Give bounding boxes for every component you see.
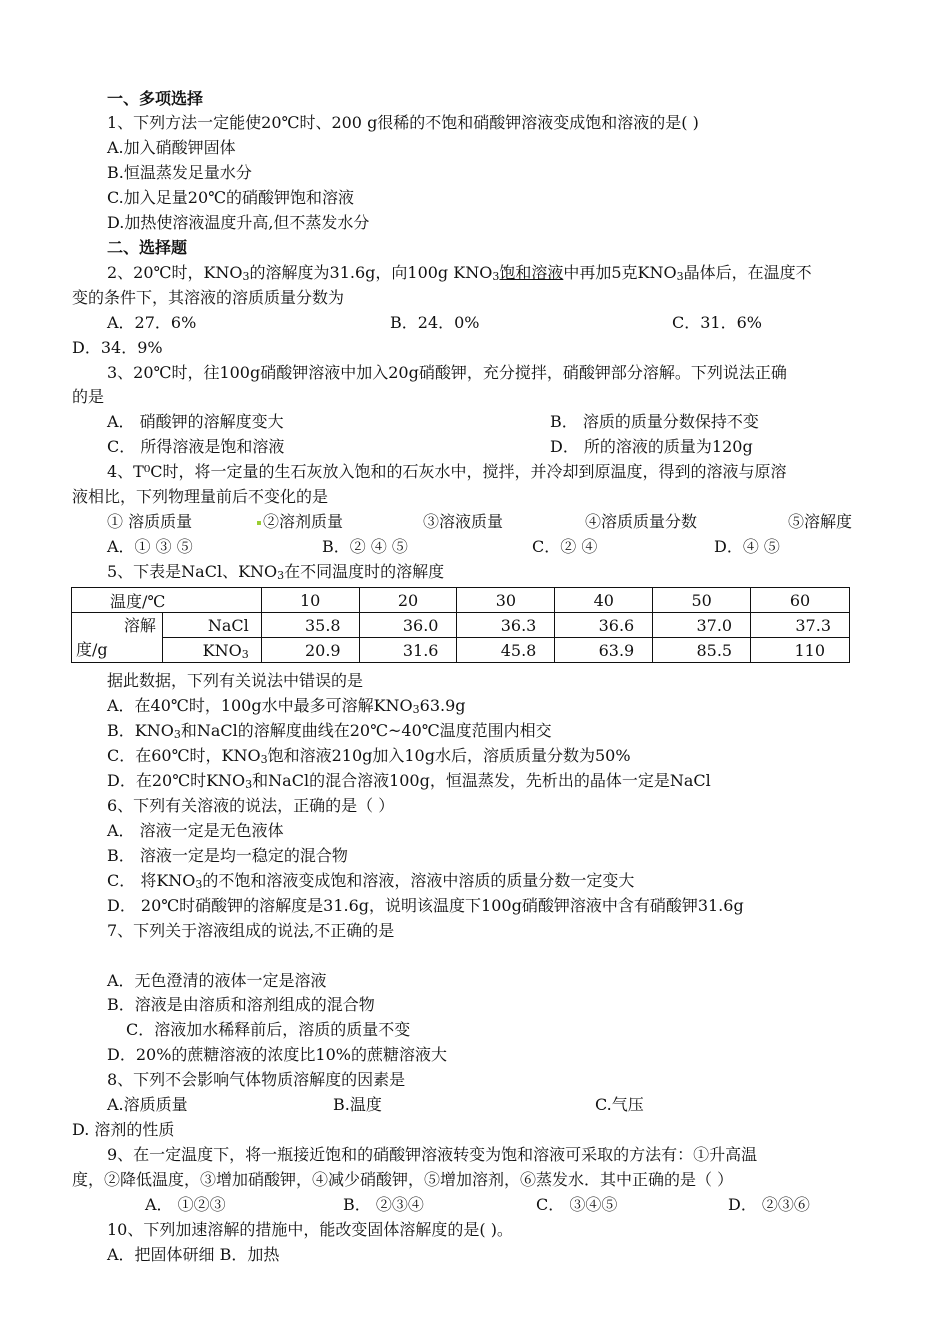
question-4-option-c: C．② ④ bbox=[532, 537, 598, 556]
question-10-options: A．把固体研细 B．加热 bbox=[107, 1245, 280, 1264]
section-title-choice: 二、选择题 bbox=[107, 238, 188, 257]
table-header-temp: 温度/℃ bbox=[72, 588, 262, 613]
question-5-option-c: C．在60℃时，$KNO_3$饱和溶液210g加入10g水后，溶质质量分数为50% bbox=[107, 746, 631, 766]
section-title-multiple-choice: 一、多项选择 bbox=[107, 89, 204, 108]
question-1-option-a: A.加入硝酸钾固体 bbox=[107, 138, 236, 157]
marker-dot-icon bbox=[257, 521, 261, 525]
question-8-option-c: C.气压 bbox=[595, 1095, 644, 1114]
question-6-option-a: A． 溶液一定是无色液体 bbox=[107, 821, 284, 840]
question-6-option-c: C． 将$KNO_3$的不饱和溶液变成饱和溶液，溶液中溶质的质量分数一定变大 bbox=[107, 871, 635, 891]
table-row bbox=[72, 638, 850, 663]
question-5-line-1: 5、下表是NaCl、$KNO_3$在不同温度时的溶解度 bbox=[107, 562, 445, 582]
question-5-option-d: D．在20℃时$KNO_3$和NaCl的混合溶液100g，恒温蒸发，先析出的晶体一定是NaCl bbox=[107, 771, 711, 791]
table-cell: 110 bbox=[751, 638, 850, 663]
question-4-item-4: ④溶质质量分数 bbox=[585, 512, 698, 531]
question-8-option-d: D. 溶剂的性质 bbox=[72, 1120, 175, 1139]
table-cell: 85.5 bbox=[653, 638, 751, 663]
question-1-stem: 1、下列方法一定能使20℃时、200 g很稀的不饱和硝酸钾溶液变成饱和溶液的是( ) bbox=[107, 113, 699, 132]
question-2-line-2: 变的条件下，其溶液的溶质质量分数为 bbox=[72, 288, 345, 307]
question-9-line-1: 9、在一定温度下，将一瓶接近饱和的硝酸钾溶液转变为饱和溶液可采取的方法有：①升高温 bbox=[107, 1145, 758, 1164]
question-2-option-b: B．24．0% bbox=[390, 313, 480, 332]
table-cell: 37.3 bbox=[751, 613, 850, 638]
question-6-option-b: B． 溶液一定是均一稳定的混合物 bbox=[107, 846, 348, 865]
question-10-stem: 10、下列加速溶解的措施中，能改变固体溶解度的是( )。 bbox=[107, 1220, 513, 1239]
table-cell: 36.3 bbox=[457, 613, 555, 638]
question-2-option-c: C．31．6% bbox=[672, 313, 762, 332]
question-9-option-c: C． ③④⑤ bbox=[536, 1195, 618, 1214]
question-2-option-a: A．27．6% bbox=[107, 313, 197, 332]
question-6-option-d: D． 20℃时硝酸钾的溶解度是31.6g，说明该温度下100g硝酸钾溶液中含有硝酸钾31.6g bbox=[107, 896, 744, 915]
question-3-option-a: A． 硝酸钾的溶解度变大 bbox=[107, 412, 284, 431]
question-9-option-a: A． ①②③ bbox=[145, 1195, 226, 1214]
question-1-option-b: B.恒温蒸发足量水分 bbox=[107, 163, 252, 182]
table-header-cell: 40 bbox=[555, 588, 653, 613]
table-header-cell: 30 bbox=[457, 588, 555, 613]
question-9-option-d: D． ②③⑥ bbox=[728, 1195, 810, 1214]
question-7-option-d: D．20%的蔗糖溶液的浓度比10%的蔗糖溶液大 bbox=[107, 1045, 447, 1064]
question-3-option-c: C． 所得溶液是饱和溶液 bbox=[107, 437, 285, 456]
question-8-option-b: B.温度 bbox=[333, 1095, 382, 1114]
table-cell: 37.0 bbox=[653, 613, 751, 638]
table-header-cell: 60 bbox=[751, 588, 850, 613]
table-row-label-solubility: 溶解 度/g bbox=[72, 613, 163, 663]
table-row bbox=[72, 613, 850, 638]
question-8-stem: 8、下列不会影响气体物质溶解度的因素是 bbox=[107, 1070, 406, 1089]
question-2-option-d: D．34．9% bbox=[72, 338, 163, 357]
question-4-option-a: A．① ③ ⑤ bbox=[107, 537, 193, 556]
table-cell: 63.9 bbox=[555, 638, 653, 663]
question-1-option-c: C.加入足量20℃的硝酸钾饱和溶液 bbox=[107, 188, 355, 207]
table-cell: 36.6 bbox=[555, 613, 653, 638]
question-4-option-d: D．④ ⑤ bbox=[714, 537, 780, 556]
question-7-stem: 7、下列关于溶液组成的说法,不正确的是 bbox=[107, 921, 395, 940]
question-1-option-d: D.加热使溶液温度升高,但不蒸发水分 bbox=[107, 213, 370, 232]
table-cell: 36.0 bbox=[359, 613, 457, 638]
question-4-option-b: B．② ④ ⑤ bbox=[322, 537, 408, 556]
table-row-label-kno3: $KNO_3$ bbox=[162, 638, 261, 663]
question-4-item-2: ②溶剂质量 bbox=[257, 511, 343, 533]
question-8-option-a: A.溶质质量 bbox=[107, 1095, 188, 1114]
question-4-line-1: 4、T⁰C时，将一定量的生石灰放入饱和的石灰水中，搅拌，并冷却到原温度，得到的溶液与原溶 bbox=[107, 462, 787, 481]
question-5-option-b: B．$KNO_3$和NaCl的溶解度曲线在20℃~40℃温度范围内相交 bbox=[107, 721, 552, 741]
question-3-option-d: D． 所的溶液的质量为120g bbox=[550, 437, 753, 456]
table-cell: 45.8 bbox=[457, 638, 555, 663]
question-4-item-5: ⑤溶解度 bbox=[788, 512, 853, 531]
table-header-cell: 50 bbox=[653, 588, 751, 613]
table-cell: 20.9 bbox=[261, 638, 359, 663]
question-3-option-b: B． 溶质的质量分数保持不变 bbox=[550, 412, 759, 431]
question-4-item-3: ③溶液质量 bbox=[423, 512, 504, 531]
question-4-item-1: ① 溶质质量 bbox=[107, 512, 193, 531]
table-header-cell: 10 bbox=[261, 588, 359, 613]
table-cell: 35.8 bbox=[261, 613, 359, 638]
table-row bbox=[72, 588, 850, 613]
table-cell: 31.6 bbox=[359, 638, 457, 663]
question-9-option-b: B． ②③④ bbox=[343, 1195, 424, 1214]
question-5-line-2: 据此数据，下列有关说法中错误的是 bbox=[107, 671, 364, 690]
question-6-stem: 6、下列有关溶液的说法，正确的是（ ） bbox=[107, 796, 395, 815]
question-3-line-1: 3、20℃时，往100g硝酸钾溶液中加入20g硝酸钾，充分搅拌，硝酸钾部分溶解。下列说法正确 bbox=[107, 363, 787, 382]
question-7-option-a: A．无色澄清的液体一定是溶液 bbox=[107, 971, 327, 990]
question-5-option-a: A．在40℃时，100g水中最多可溶解$KNO_363.9g$ bbox=[107, 696, 466, 716]
question-4-line-2: 液相比，下列物理量前后不变化的是 bbox=[72, 487, 329, 506]
table-row-label-nacl: NaCl bbox=[162, 613, 261, 638]
question-3-line-2: 的是 bbox=[72, 387, 105, 406]
question-9-line-2: 度，②降低温度，③增加硝酸钾，④减少硝酸钾，⑤增加溶剂，⑥蒸发水．其中正确的是（ ） bbox=[72, 1170, 734, 1189]
solubility-table bbox=[71, 587, 850, 663]
question-2-line-1: 2、20℃时，$KNO_3$的溶解度为31.6g，向100g $KNO_3$饱和溶液中再加5克$KNO_3$晶体后，在温度不 bbox=[107, 263, 812, 283]
question-7-option-c: C．溶液加水稀释前后，溶质的质量不变 bbox=[126, 1020, 411, 1039]
table-header-cell: 20 bbox=[359, 588, 457, 613]
question-7-option-b: B．溶液是由溶质和溶剂组成的混合物 bbox=[107, 995, 375, 1014]
